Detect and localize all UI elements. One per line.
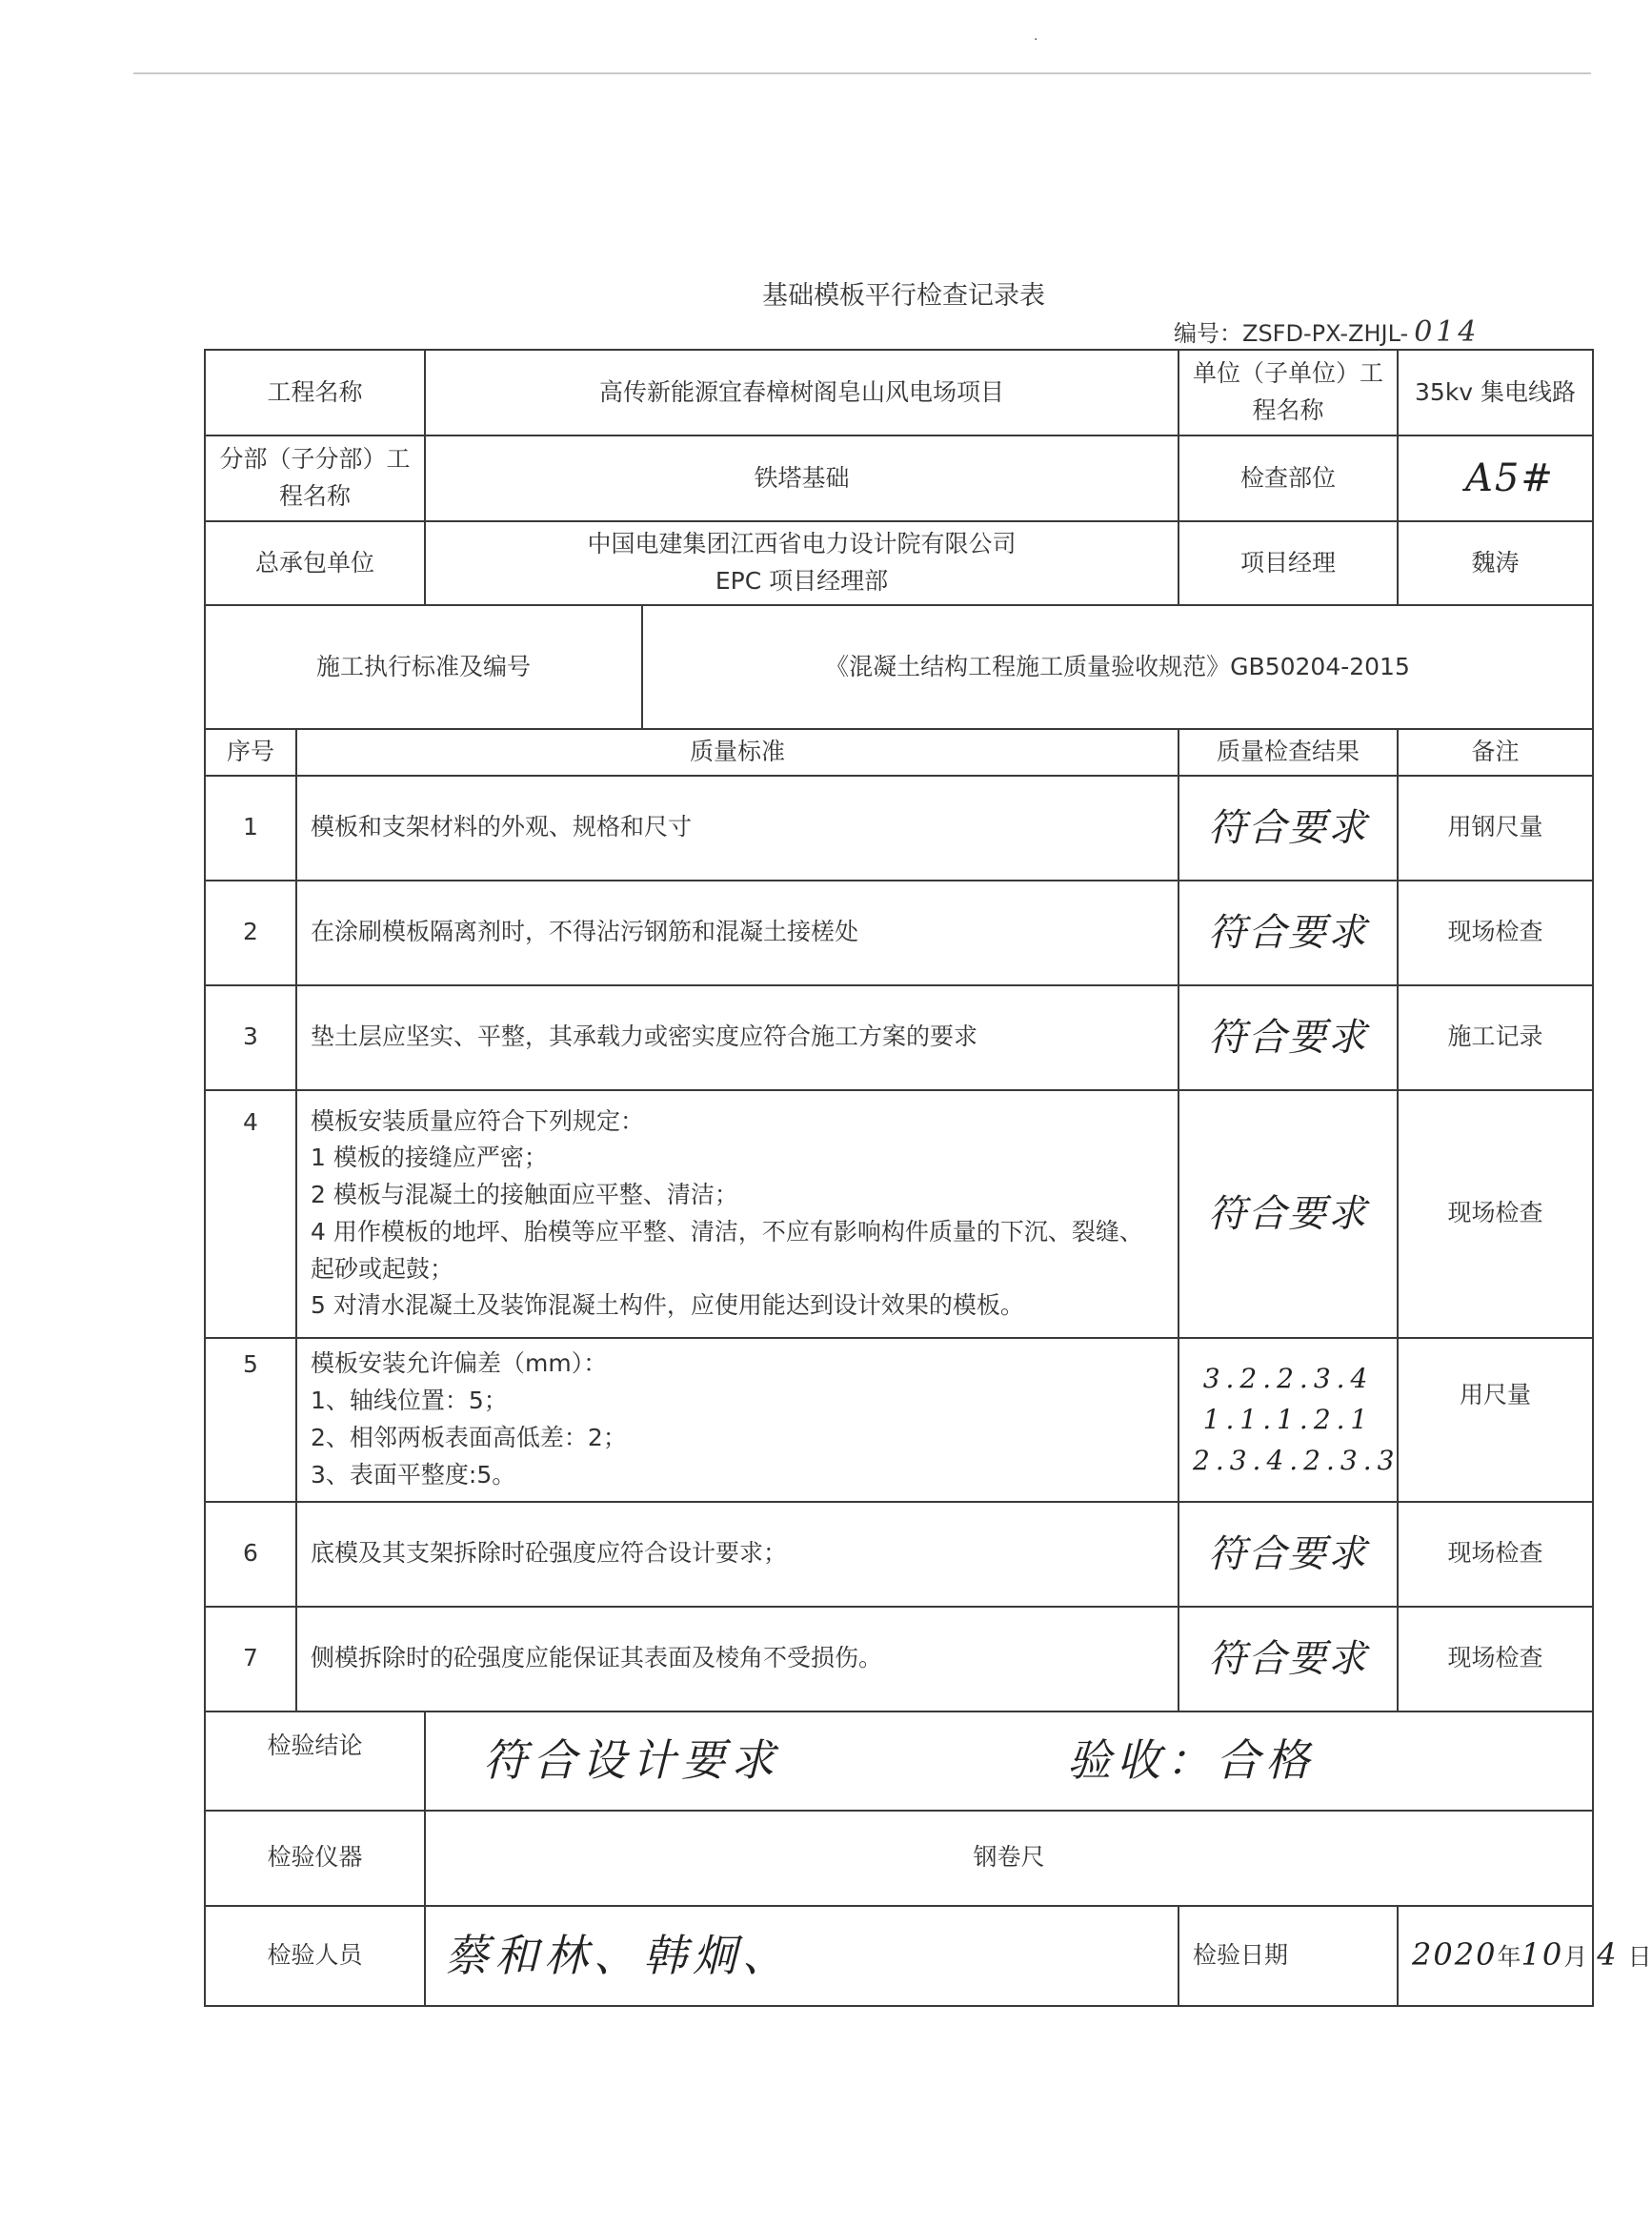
- row-standard: 垫土层应坚实、平整，其承载力或密实度应符合施工方案的要求: [296, 985, 1179, 1090]
- date-day: 4: [1597, 1936, 1619, 1974]
- row-no: 4: [205, 1090, 296, 1338]
- row-remark: 现场检查: [1398, 881, 1593, 985]
- standard-line: 5 对清水混凝土及装饰混凝土构件，应使用能达到设计效果的模板。: [311, 1291, 1024, 1320]
- row-standard: 模板和支架材料的外观、规格和尺寸: [296, 776, 1179, 881]
- row-remark: 现场检查: [1398, 1607, 1593, 1712]
- serial-handwritten: 014: [1414, 315, 1481, 349]
- instrument: 钢卷尺: [425, 1811, 1593, 1906]
- row-project: [205, 350, 1593, 435]
- row-result-handwritten: 符合要求: [1179, 1607, 1398, 1712]
- table-row: [205, 776, 1593, 881]
- standard-line: 1 模板的接缝应严密；: [311, 1144, 548, 1172]
- row-standard: [296, 1090, 1179, 1338]
- table-row: [205, 985, 1593, 1090]
- scan-speck: ·: [1034, 32, 1038, 48]
- row-standard: [205, 605, 1593, 729]
- standard-label: 施工执行标准及编号: [205, 605, 642, 729]
- row-result-handwritten: 符合要求: [1179, 1090, 1398, 1338]
- serial-number: [1174, 314, 1480, 349]
- table-row: [205, 1502, 1593, 1607]
- conclusion-label: 检验结论: [205, 1712, 425, 1811]
- project-name-label: 工程名称: [205, 350, 425, 435]
- form-title: 基础模板平行检查记录表: [762, 281, 1045, 311]
- inspect-part-label: 检查部位: [1179, 435, 1398, 521]
- standard-line: 4 用作模板的地坪、胎模等应平整、清洁，不应有影响构件质量的下沉、裂缝、起砂或起鼓；: [311, 1217, 1143, 1283]
- row-no: 3: [205, 985, 296, 1090]
- inspection-date: [1398, 1906, 1652, 2006]
- row-subdivision: [205, 435, 1593, 521]
- standard-line: 1、轴线位置：5；: [311, 1387, 508, 1414]
- row-result-handwritten: 符合要求: [1179, 985, 1398, 1090]
- row-standard: 侧模拆除时的砼强度应能保证其表面及棱角不受损伤。: [296, 1607, 1179, 1712]
- contractor-line1: 中国电建集团江西省电力设计院有限公司: [587, 530, 1017, 558]
- row-standard: [296, 1338, 1179, 1502]
- serial-label: 编号：: [1174, 320, 1242, 347]
- col-no: 序号: [205, 729, 296, 776]
- row-conclusion: [205, 1712, 1593, 1811]
- table-row: [205, 1090, 1593, 1338]
- row-result-handwritten: [1179, 1338, 1398, 1502]
- date-month: 10: [1521, 1936, 1564, 1974]
- standard-line: 模板安装质量应符合下列规定：: [311, 1106, 645, 1135]
- standard-line: 3、表面平整度:5。: [311, 1460, 516, 1489]
- row-result-handwritten: 符合要求: [1179, 1502, 1398, 1607]
- row-no: 1: [205, 776, 296, 881]
- measurement-line: 1.1.1.2.1: [1202, 1404, 1374, 1436]
- measurement-line: 3.2.2.3.4: [1202, 1362, 1374, 1394]
- row-no: 6: [205, 1502, 296, 1607]
- pm-label: 项目经理: [1179, 521, 1398, 605]
- table-row: [205, 1607, 1593, 1712]
- row-remark: 用尺量: [1398, 1338, 1593, 1502]
- standard-line: 2 模板与混凝土的接触面应平整、清洁；: [311, 1181, 738, 1208]
- date-year: 2020: [1412, 1936, 1498, 1974]
- inspect-part-handwritten: A5#: [1398, 435, 1593, 521]
- row-remark: 现场检查: [1398, 1502, 1593, 1607]
- row-remark: 现场检查: [1398, 1090, 1593, 1338]
- contractor: [425, 521, 1179, 605]
- inspectors-label: 检验人员: [205, 1906, 425, 2006]
- row-remark: 用钢尺量: [1398, 776, 1593, 881]
- row-instrument: [205, 1811, 1593, 1906]
- contractor-line2: EPC 项目经理部: [715, 567, 889, 595]
- col-remark: 备注: [1398, 729, 1593, 776]
- date-year-char: 年: [1497, 1943, 1521, 1972]
- conclusion-text: 符合设计要求: [483, 1734, 781, 1787]
- inspection-table: [204, 349, 1652, 2007]
- standard-line: 2、相邻两板表面高低差：2；: [311, 1423, 627, 1451]
- row-result-handwritten: 符合要求: [1179, 881, 1398, 985]
- sub-name: 铁塔基础: [425, 435, 1179, 521]
- project-name: 高传新能源宜春樟树阁皂山风电场项目: [425, 350, 1179, 435]
- measurement-line: 2.3.4.2.3.3: [1193, 1445, 1400, 1477]
- row-no: 5: [205, 1338, 296, 1502]
- row-inspectors: [205, 1906, 1593, 2006]
- instrument-label: 检验仪器: [205, 1811, 425, 1906]
- date-day-char: 日: [1627, 1943, 1652, 1972]
- row-remark: 施工记录: [1398, 985, 1593, 1090]
- row-result-handwritten: 符合要求: [1179, 776, 1398, 881]
- date-label: 检验日期: [1179, 1906, 1398, 2006]
- date-month-char: 月: [1563, 1943, 1588, 1972]
- row-no: 7: [205, 1607, 296, 1712]
- contractor-label: 总承包单位: [205, 521, 425, 605]
- conclusion-handwritten: [425, 1712, 1593, 1811]
- row-no: 2: [205, 881, 296, 985]
- column-header-row: [205, 729, 1593, 776]
- inspectors-signatures: 蔡和林、韩炯、: [425, 1906, 1179, 2006]
- standard-line: 模板安装允许偏差（mm）：: [311, 1349, 608, 1378]
- table-row: [205, 881, 1593, 985]
- sub-name-label: 分部（子分部）工程名称: [205, 435, 425, 521]
- row-standard: 底模及其支架拆除时砼强度应符合设计要求；: [296, 1502, 1179, 1607]
- unit-name-label: 单位（子单位）工程名称: [1179, 350, 1398, 435]
- serial-prefix: ZSFD-PX-ZHJL-: [1242, 320, 1409, 347]
- standard: 《混凝土结构工程施工质量验收规范》GB50204-2015: [642, 605, 1593, 729]
- col-result: 质量检查结果: [1179, 729, 1398, 776]
- col-standard: 质量标准: [296, 729, 1179, 776]
- table-row: [205, 1338, 1593, 1502]
- pm: 魏涛: [1398, 521, 1593, 605]
- scan-edge-line: [133, 72, 1591, 74]
- row-contractor: [205, 521, 1593, 605]
- acceptance-text: 验收：合格: [1067, 1734, 1316, 1787]
- row-standard: 在涂刷模板隔离剂时，不得沾污钢筋和混凝土接槎处: [296, 881, 1179, 985]
- unit-name: 35kv 集电线路: [1398, 350, 1593, 435]
